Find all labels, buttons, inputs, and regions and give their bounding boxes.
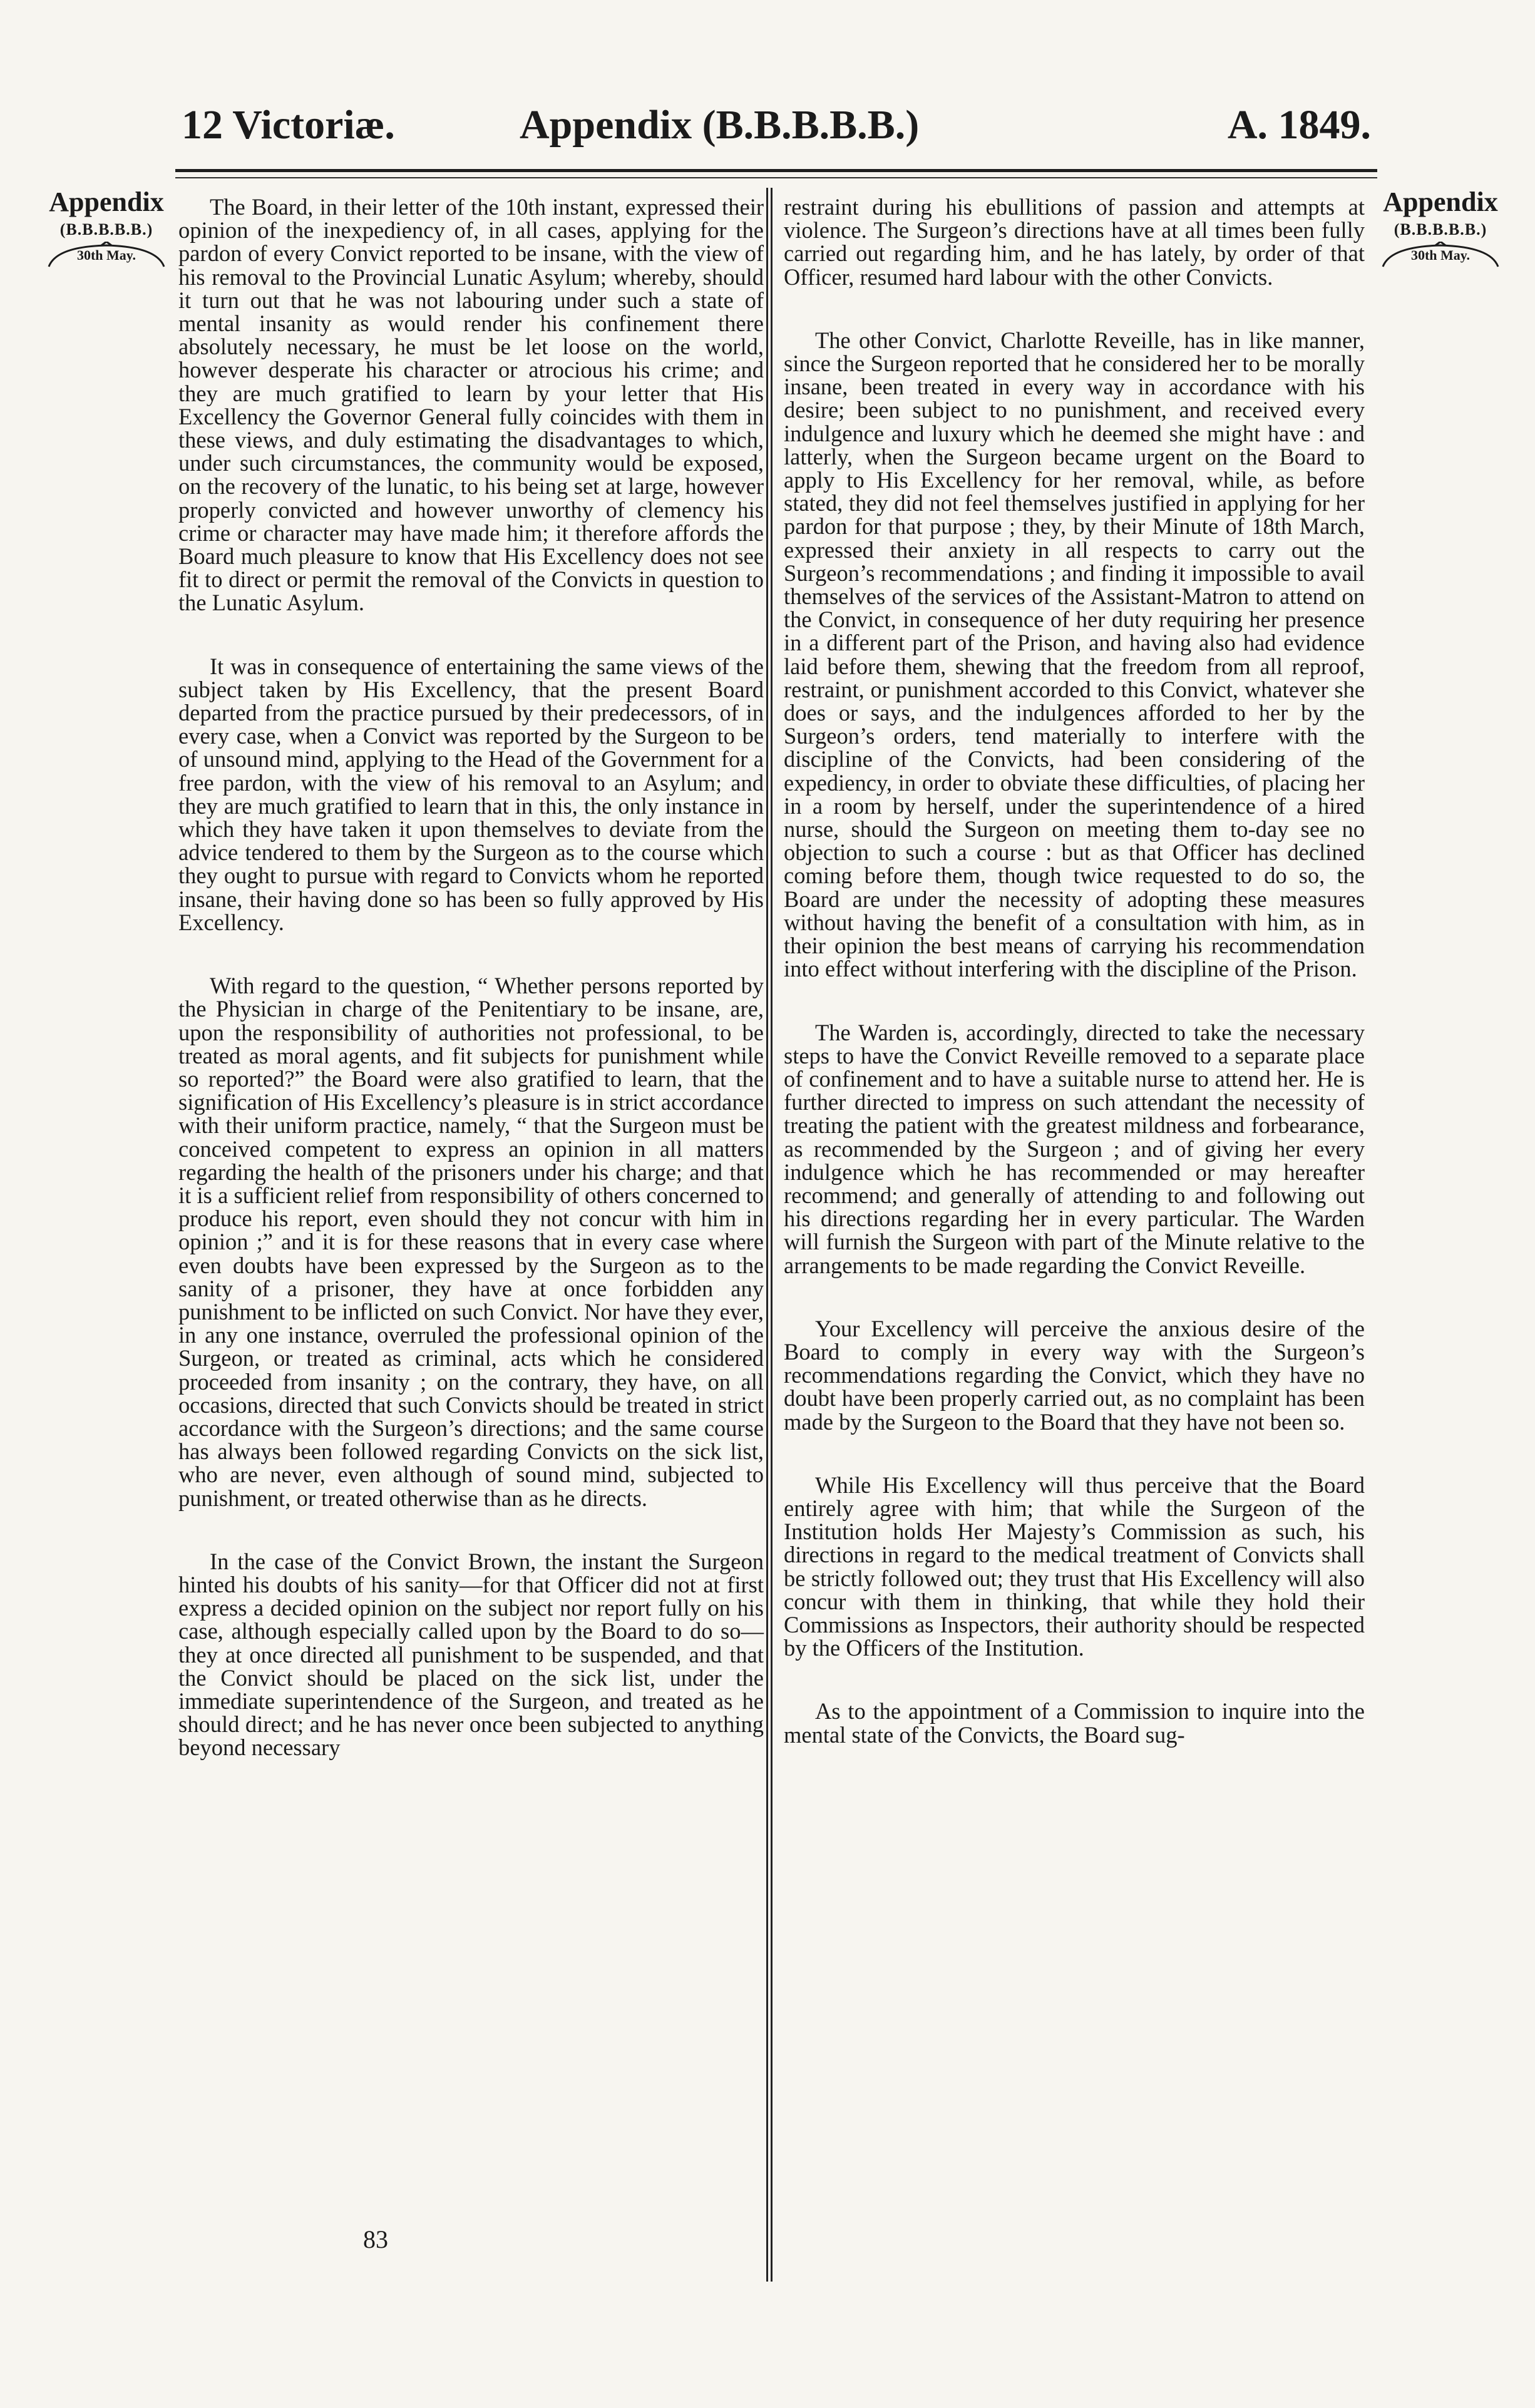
page-header	[175, 94, 1377, 156]
paragraph: The other Convict, Charlotte Reveille, has in like manner, since the Surgeon reported that he considered her to be morally insane, been treated in every way in accordance with his desire; been subject to no punishment, and received every indulgence and luxury which he deemed she might have : and latterly, when the Surgeon became urgent on the Board to apply to His Excellency for her removal, while, as before stated, they did not feel themselves justified in applying for her pardon for that purpose ; they, by their Minute of 18th March, expressed their anxiety in all respects to carry out the Surgeon’s recommendations ; and finding it impossible to avail themselves of the services of the Assistant-Matron to attend on the Convict, in consequence of her duty requiring her presence in a different part of the Prison, and having also had evidence laid before them, shewing that the freedom from all reproof, restraint, or punishment accorded to this Convict, whatever she does or says, and the indulgences afforded to her by the Surgeon’s orders, tend materially to interfere with the discipline of the Convicts, had been considering of the expediency, in order to obviate these difficulties, of placing her in a room by herself, under the superintendence of a hired nurse, should the Surgeon on meeting them to-day see no objection to such a course : but as that Officer has declined coming before them, though twice requested to do so, the Board are under the necessity of adopting these measures without having the benefit of a consultation with him, as in their opinion the best means of carrying his recommendation into effect without interfering with the discipline of the Prison.	[784, 327, 1365, 982]
margin-note-title: Appendix	[49, 187, 164, 217]
paragraph: The Board, in their letter of the 10th instant, expressed their opinion of the inexpediency of, in all cases, applying for the pardon of every Convict reported to be insane, with the view of his removal to the Provincial Lunatic Asylum; whereby, should it turn out that he was not labouring under such a state of mental insanity as would render his confinement there absolutely necessary, he must be let loose on the world, however desperate his character or atrocious his crime; and they are much gratified to learn by your letter that His Excellency the Governor General fully coincides with them in these views, and duly estimating the disadvantages to which, under such circumstances, the community would be exposed, on the recovery of the lunatic, to his being set at large, however properly convicted and however unworthy of clemency his crime or character may have made him; it therefore affords the Board much pleasure to know that His Excellency does not see fit to direct or permit the removal of the Convicts in question to the Lunatic Asylum.	[178, 194, 764, 616]
margin-note-date: 30th May.	[76, 247, 136, 263]
header-rule-thick	[175, 169, 1377, 172]
margin-note-date: 30th May.	[1410, 247, 1471, 263]
left-column	[178, 195, 764, 1760]
paragraph: While His Excellency will thus perceive that the Board entirely agree with him; that while the Surgeon of the Institution holds Her Majesty’s Commission as such, his directions in regard to the medical treatment of Convicts shall be strictly followed out; they trust that His Excellency will also concur with them in thinking, that while they hold their Commissions as Inspectors, their authority should be respected by the Officers of the Institution.	[784, 1472, 1365, 1661]
page-number: 83	[363, 2225, 388, 2253]
header-appendix-title: Appendix (B.B.B.B.B.)	[520, 102, 920, 148]
margin-note-code: (B.B.B.B.B.)	[59, 220, 153, 238]
margin-note-left	[41, 185, 172, 263]
paragraph: The Warden is, accordingly, directed to take the necessary steps to have the Convict Reveille removed to a separate place of confinement and to have a suitable nurse to attend her. He is further directed to impress on such attendant the necessity of treating the patient with the greatest mildness and forbearance, as recommended by the Surgeon ; and of giving her every indulgence which he has recommended or may hereafter recommend; and generally of attending to and following out his directions regarding her in every particular. The Warden will furnish the Surgeon with part of the Minute relative to the arrangements to be made regarding the Convict Reveille.	[784, 1019, 1365, 1278]
header-year: A. 1849.	[1227, 102, 1371, 148]
header-rule-thin	[175, 177, 1377, 178]
margin-note-code: (B.B.B.B.B.)	[1394, 220, 1487, 238]
right-column	[784, 195, 1365, 1746]
paragraph: It was in consequence of entertaining the same views of the subject taken by His Excellency, that the present Board departed from the practice pursued by their predecessors, of in every case, when a Convict was reported by the Surgeon to be of unsound mind, applying to the Head of the Government for a free pardon, with the view of his removal to an Asylum; and they are much gratified to learn that in this, the only instance in which they have taken it upon themselves to deviate from the advice tendered to them by the Surgeon as to the course which they ought to pursue with regard to Convicts whom he reported insane, their having done so has been so fully approved by His Excellency.	[178, 653, 764, 935]
column-divider	[766, 188, 773, 2282]
paragraph-continued: restraint during his ebullitions of passion and attempts at violence. The Surgeon’s directions have at all times been fully carried out regarding him, and he has lately, by order of that Officer, resumed hard labour with the other Convicts.	[784, 194, 1365, 290]
paragraph: In the case of the Convict Brown, the instant the Surgeon hinted his doubts of his sanity—for that Officer did not at first express a decided opinion on the subject nor report fully on his case, although especially called upon by the Board to do so—they at once directed all punishment to be suspended, and that the Convict should be placed on the sick list, under the immediate superintendence of the Surgeon, and treated as he should direct; and he has never once been subjected to anything beyond necessary	[178, 1548, 764, 1761]
paragraph: As to the appointment of a Commission to inquire into the mental state of the Convicts, the Board sug-	[784, 1698, 1365, 1748]
header-session: 12 Victoriæ.	[182, 102, 395, 148]
margin-note-right	[1375, 185, 1506, 263]
paragraph: Your Excellency will perceive the anxious desire of the Board to comply in every way with the Surgeon’s recommendations regarding the Convict, which they have no doubt have been properly carried out, as no complaint has been made by the Surgeon to the Board that they have not been so.	[784, 1315, 1365, 1435]
margin-note-title: Appendix	[1383, 187, 1498, 217]
paragraph: With regard to the question, “ Whether persons reported by the Physician in charge of the Penitentiary to be insane, are, upon the responsibility of authorities not professional, to be treated as moral agents, and fit subjects for punishment while so reported?” the Board were also gratified to learn, that the signification of His Excellency’s pleasure is in strict accordance with their uniform practice, namely, “ that the Surgeon must be conceived competent to express an opinion in all matters regarding the health of the prisoners under his charge; and that it is a sufficient relief from responsibility of others concerned to produce his report, even should they not concur with him in opinion ;” and it is for these reasons that in every case where even doubts have been expressed by the Surgeon as to the sanity of a prisoner, they have at once forbidden any punishment to be inflicted on such Convict. Nor have they ever, in any one instance, overruled the professional opinion of the Surgeon, or treated as criminal, acts which he considered proceeded from insanity ; on the contrary, they have, on all occasions, directed that such Convicts should be treated in strict accordance with the Surgeon’s directions; and the same course has always been followed regarding Convicts on the sick list, who are never, even although of sound mind, subjected to punishment, or treated otherwise than as he directs.	[178, 973, 764, 1511]
